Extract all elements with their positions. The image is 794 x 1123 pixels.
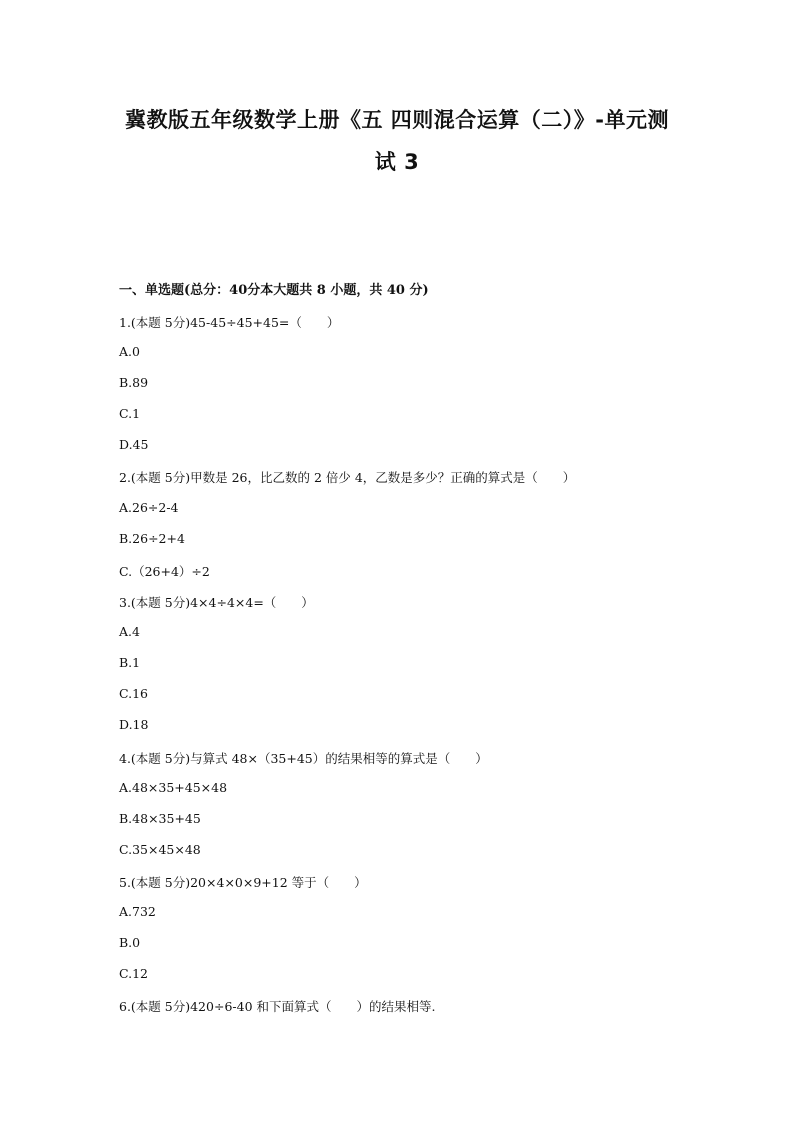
option-4a: A.48×35+45×48: [119, 780, 228, 795]
option-4b: B.48×35+45: [119, 811, 201, 826]
option-2b: B.26÷2+4: [119, 531, 185, 546]
option-1b: B.89: [119, 375, 149, 390]
question-6: 6.(本题 5分)420÷6-40 和下面算式（ ）的结果相等.: [119, 999, 436, 1014]
question-4: 4.(本题 5分)与算式 48×（35+45）的结果相等的算式是（ ）: [119, 751, 488, 766]
section-heading: 一、单选题(总分：40分本大题共 8 小题，共 40 分): [119, 283, 429, 298]
document-title-line-1: 冀教版五年级数学上册《五 四则混合运算（二）》-单元测: [124, 108, 670, 132]
option-3c: C.16: [119, 686, 148, 701]
option-4c: C.35×45×48: [119, 842, 201, 857]
option-2c: C.（26+4）÷2: [119, 564, 210, 579]
option-1d: D.45: [119, 437, 149, 452]
question-2: 2.(本题 5分)甲数是 26，比乙数的 2 倍少 4，乙数是多少？正确的算式是（ ）: [119, 470, 576, 485]
question-5: 5.(本题 5分)20×4×0×9+12 等于（ ）: [119, 875, 367, 890]
document-title-line-2: 试 3: [374, 150, 420, 174]
question-3: 3.(本题 5分)4×4÷4×4=（ ）: [119, 595, 314, 610]
option-3a: A.4: [119, 624, 140, 639]
option-5a: A.732: [119, 904, 156, 919]
option-5b: B.0: [119, 935, 141, 950]
question-1: 1.(本题 5分)45-45÷45+45=（ ）: [119, 315, 340, 330]
option-2a: A.26÷2-4: [119, 500, 179, 515]
option-3b: B.1: [119, 655, 141, 670]
option-1c: C.1: [119, 406, 141, 421]
option-3d: D.18: [119, 717, 149, 732]
option-1a: A.0: [119, 344, 140, 359]
option-5c: C.12: [119, 966, 148, 981]
